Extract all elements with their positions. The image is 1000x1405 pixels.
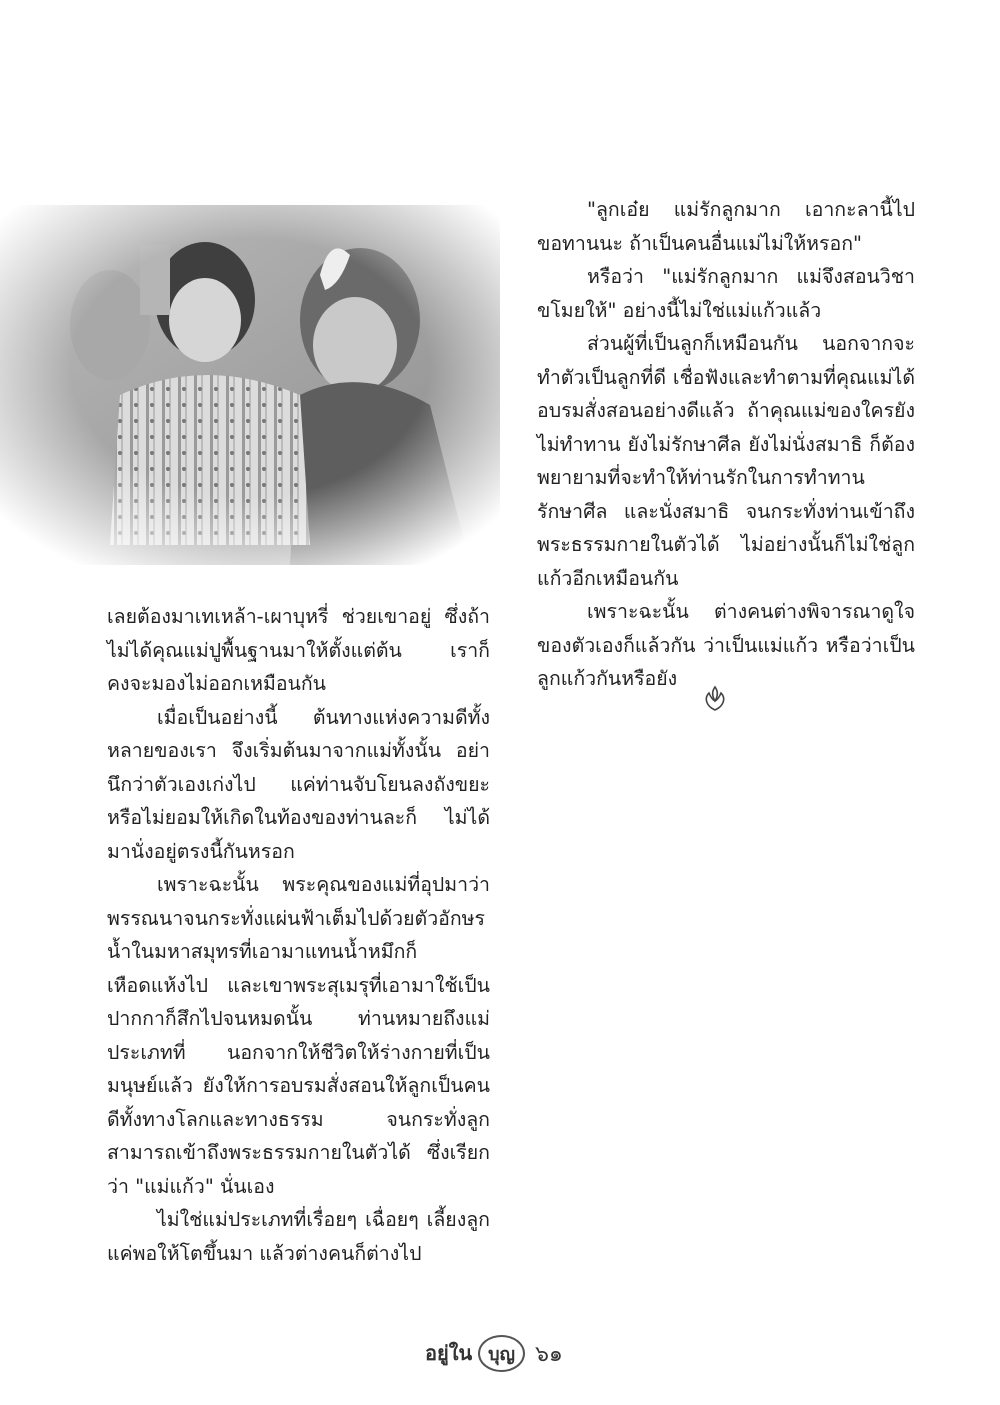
footer-logo-badge: บุญ [478, 1335, 525, 1372]
paragraph: เพราะฉะนั้น พระคุณของแม่ที่อุปมาว่าพรรณนาจนกระทั่งแผ่นฟ้าเต็มไปด้วยตัวอักษร น้ำในมหาสมุทรที่เอามาแทนน้ำหมึกก็เหือดแห้งไป และเขาพระสุเมรุที่เอามาใช้เป็นปากกาก็สึกไปจนหมดนั้น ท่านหมายถึงแม่ประเภทที่ นอกจากให้ชีวิตให้ร่างกายที่เป็นมนุษย์แล้ว ยังให้การอบรมสั่งสอนให้ลูกเป็นคนดีทั้งทางโลกและทางธรรม จนกระทั่งลูกสามารถเข้าถึงพระธรรมกายในตัวได้ ซึ่งเรียกว่า "แม่แก้ว" นั่นเอง [107, 873, 490, 1198]
mother-daughter-photo [0, 205, 500, 565]
paragraph: เมื่อเป็นอย่างนี้ ต้นทางแห่งความดีทั้งหลายของเรา จึงเริ่มต้นมาจากแม่ทั้งนั้น อย่านึกว่าตัวเองเก่งไป แค่ท่านจับโยนลงถังขยะ หรือไม่ยอมให้เกิดในท้องของท่านละก็ ไม่ได้มานั่งอยู่ตรงนี้กันหรอก [107, 705, 490, 863]
paragraph: เพราะฉะนั้น ต่างคนต่างพิจารณาดูใจของตัวเองก็แล้วกัน ว่าเป็นแม่แก้ว หรือว่าเป็นลูกแก้วกันหรือยัง [537, 600, 915, 690]
paragraph: "ลูกเอ๋ย แม่รักลูกมาก เอากะลานี้ไปขอทานนะ ถ้าเป็นคนอื่นแม่ไม่ให้หรอก" [537, 198, 915, 255]
footer-logo-text: อยู่ใน [425, 1341, 473, 1365]
lotus-ornament-icon [700, 684, 730, 714]
left-text-column [107, 600, 490, 1270]
paragraph: หรือว่า "แม่รักลูกมาก แม่จึงสอนวิชาขโมยให้" อย่างนี้ไม่ใช่แม่แก้วแล้ว [537, 265, 915, 322]
right-text-column [537, 193, 915, 696]
page-number: ๖๑ [534, 1341, 563, 1367]
paragraph: ไม่ใช่แม่ประเภทที่เรื่อยๆ เฉื่อยๆ เลี้ยงลูกแค่พอให้โตขึ้นมา แล้วต่างคนก็ต่างไป [107, 1208, 490, 1265]
paragraph: ส่วนผู้ที่เป็นลูกก็เหมือนกัน นอกจากจะทำตัวเป็นลูกที่ดี เชื่อฟังและทำตามที่คุณแม่ได้อบรมสั่งสอนอย่างดีแล้ว ถ้าคุณแม่ของใครยังไม่ทำทาน ยังไม่รักษาศีล ยังไม่นั่งสมาธิ ก็ต้องพยายามที่จะทำให้ท่านรักในการทำทาน รักษาศีล และนั่งสมาธิ จนกระทั่งท่านเข้าถึงพระธรรมกายในตัวได้ ไม่อย่างนั้นก็ไม่ใช่ลูกแก้วอีกเหมือนกัน [537, 332, 915, 590]
page-footer [425, 1333, 625, 1373]
paragraph: เลยต้องมาเทเหล้า-เผาบุหรี่ ช่วยเขาอยู่ ซึ่งถ้าไม่ได้คุณแม่ปูพื้นฐานมาให้ตั้งแต่ต้น เราก็คงจะมองไม่ออกเหมือนกัน [107, 605, 490, 695]
